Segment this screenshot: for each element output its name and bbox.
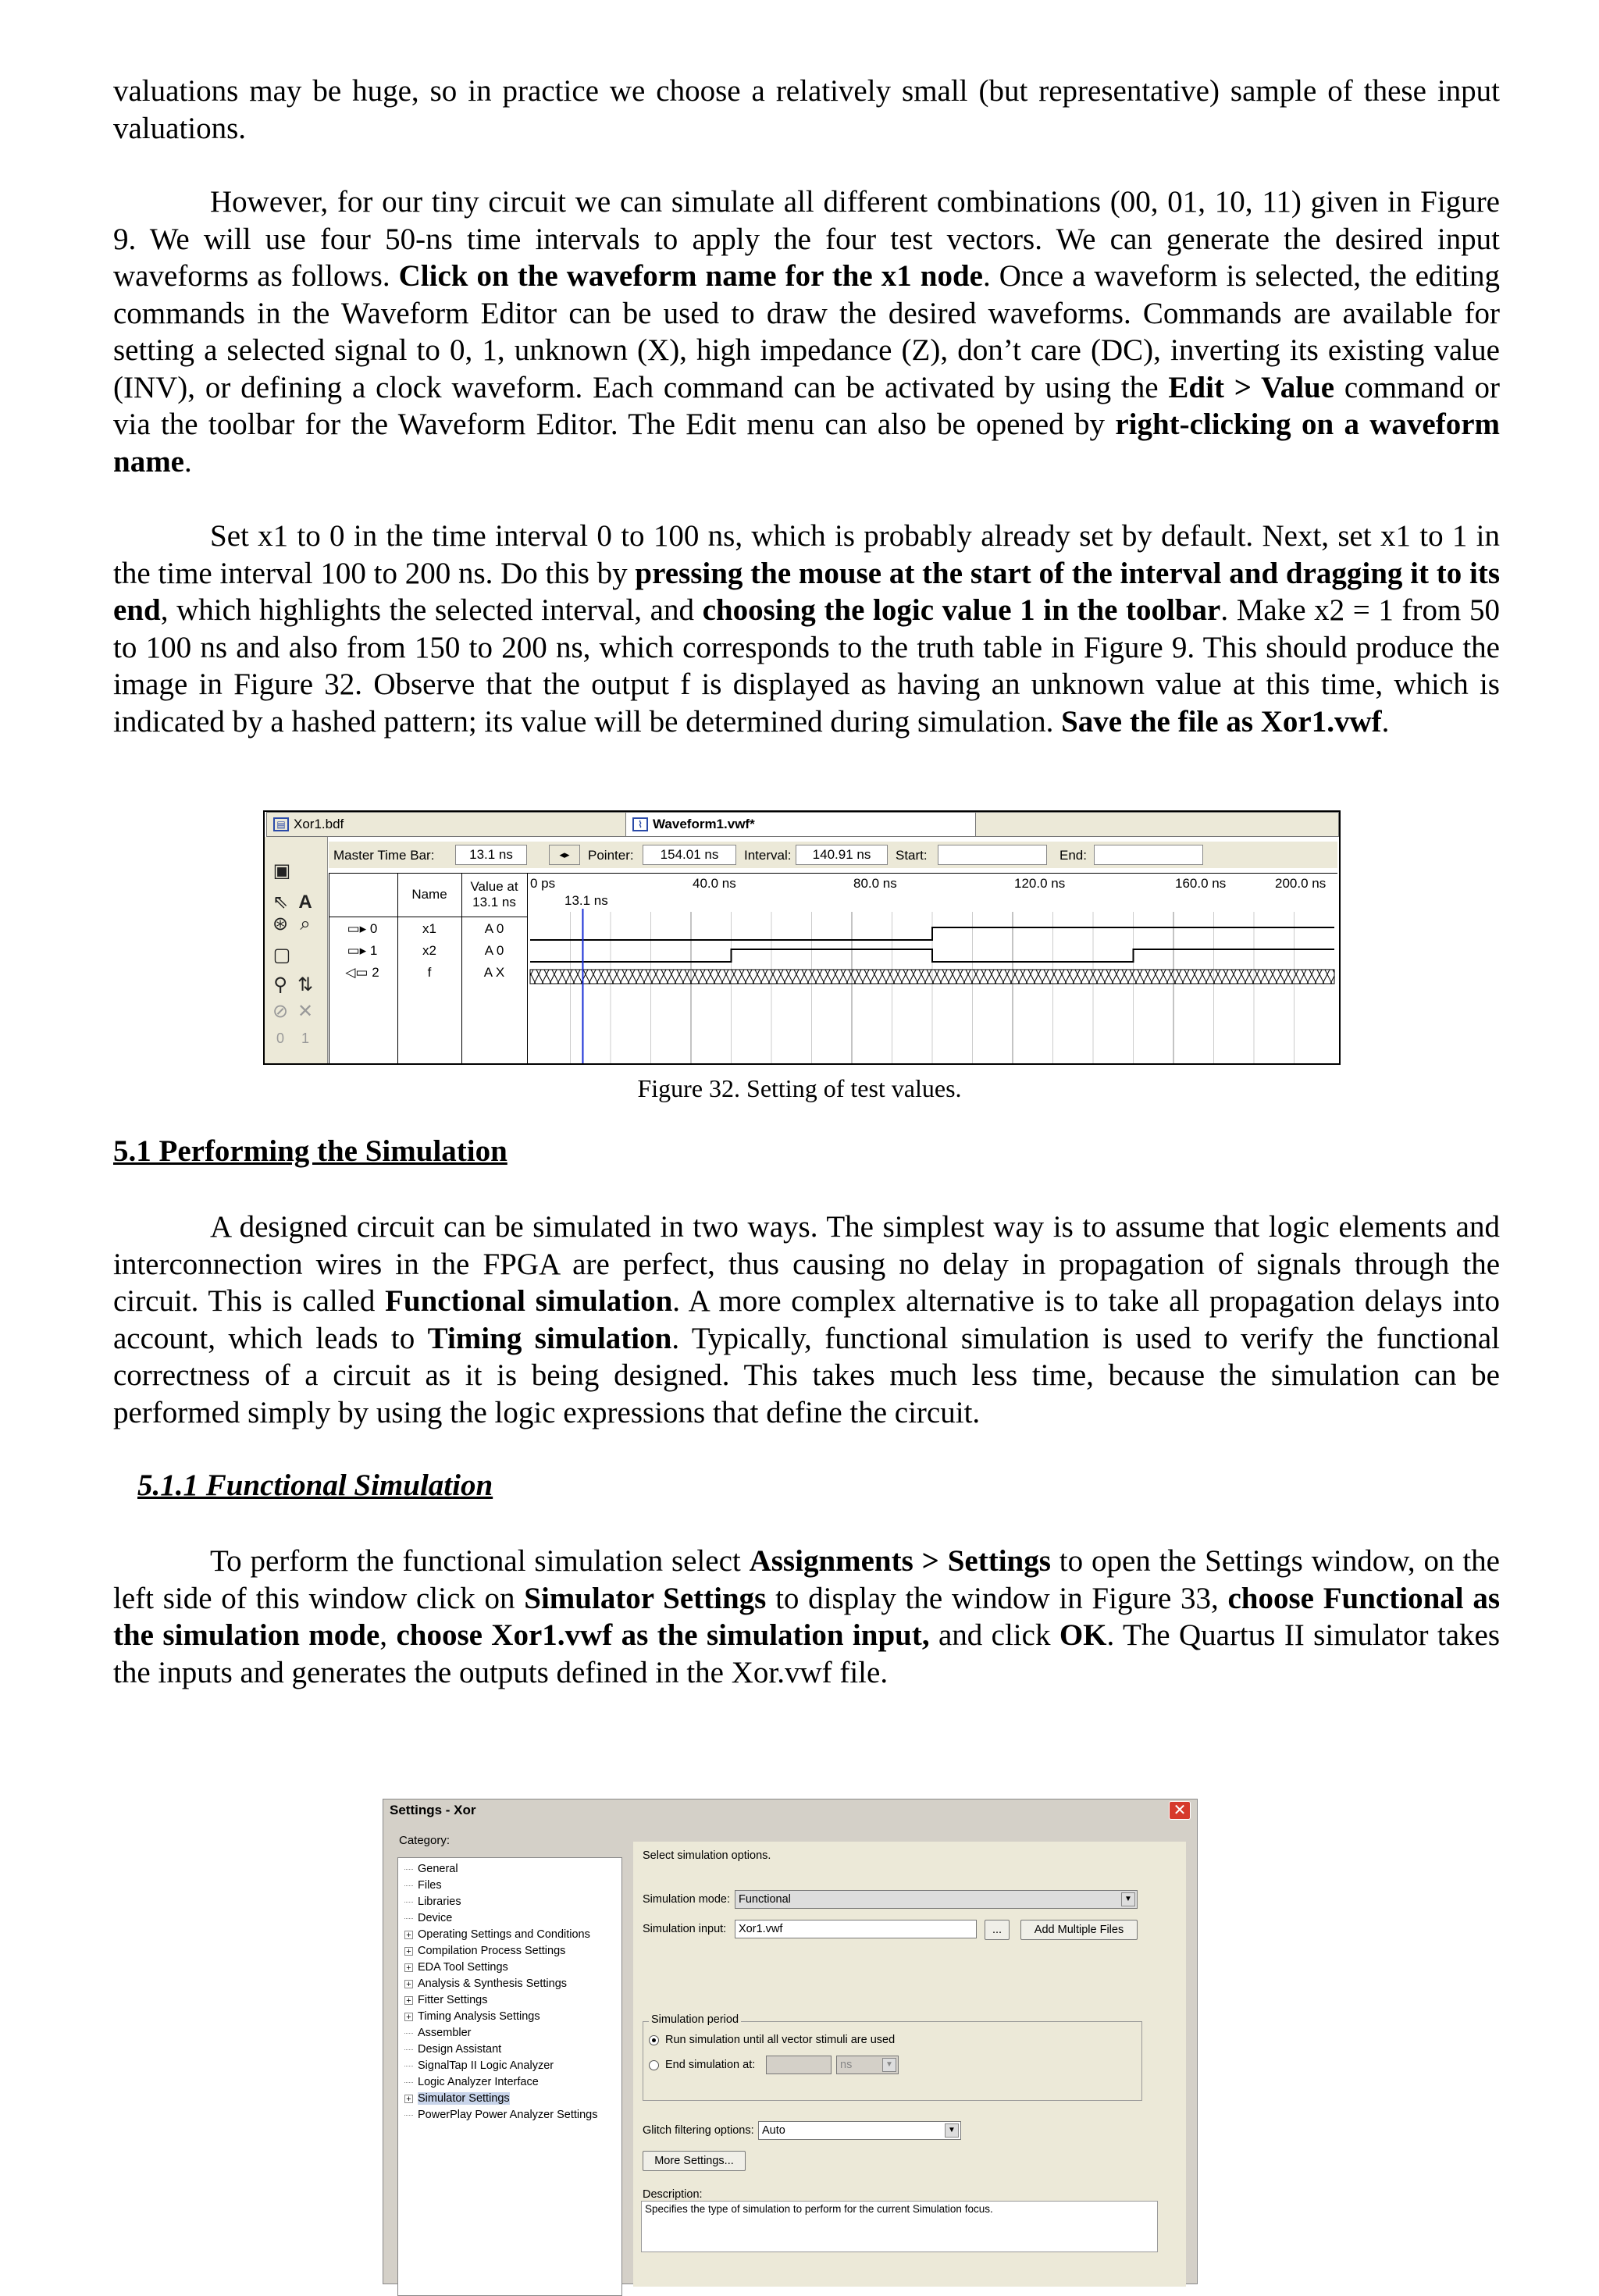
bdf-file-icon: ▤: [273, 817, 289, 831]
tree-branch-icon: [404, 1885, 413, 1886]
description-box: Specifies the type of simulation to perform for the current Simulation focus.: [641, 2201, 1158, 2252]
tree-item[interactable]: [398, 1976, 567, 1992]
tree-item[interactable]: [398, 2025, 472, 2041]
expand-icon[interactable]: +: [404, 1963, 413, 1972]
radio-run-until-stimuli[interactable]: Run simulation until all vector stimuli are used: [649, 2034, 895, 2046]
tree-item[interactable]: [398, 1992, 487, 2009]
end-label: End:: [1059, 848, 1087, 863]
find-icon[interactable]: ⚲: [273, 974, 287, 995]
select-arrow-icon[interactable]: ⇖: [272, 892, 289, 913]
section-heading-5-1: 5.1 Performing the Simulation: [113, 1134, 507, 1168]
paragraph-1: valuations may be huge, so in practice we choose a relatively small (but representative) sample of these input valuations.: [113, 74, 1500, 145]
tree-item[interactable]: [398, 1960, 508, 1976]
tree-branch-icon: [404, 2049, 413, 2050]
tree-item-label: Logic Analyzer Interface: [418, 2076, 539, 2088]
expand-icon[interactable]: +: [404, 1931, 413, 1939]
start-label: Start:: [896, 848, 928, 863]
figure-32-caption: Figure 32. Setting of test values.: [637, 1074, 962, 1102]
tree-item[interactable]: [398, 2009, 540, 2025]
paragraph-3: Set x1 to 0 in the time interval 0 to 100 ns, which is probably already set by default. Next, set x1 to 1 in the time interval 100 to 200 ns. Do this by pressing the mouse at the start of the interval and dragging it to its end, which highlights the selected interval, and choosing the logic value 1 in the toolbar. Make x2 = 1 from 50 to 100 ns and also from 150 to 200 ns, which corresponds to the truth table in Figure 9. This should produce the image in Figure 32. Observe that the output f is displayed as having an unknown value at this time, which is indicated by a hashed pattern; its value will be determined during simulation. Save the file as Xor1.vwf.: [113, 519, 1500, 739]
tree-branch-icon: [404, 2033, 413, 2034]
tree-item[interactable]: [398, 2041, 501, 2058]
expand-icon[interactable]: +: [404, 1947, 413, 1956]
unknown-value-icon[interactable]: ✕: [297, 1001, 314, 1022]
expand-icon[interactable]: +: [404, 2013, 413, 2021]
tree-item[interactable]: [398, 1927, 590, 1943]
tree-item[interactable]: [398, 2091, 510, 2107]
master-time-field[interactable]: 13.1 ns: [455, 845, 527, 865]
tree-item-label: PowerPlay Power Analyzer Settings: [418, 2109, 598, 2121]
paragraph-5: To perform the functional simulation select Assignments > Settings to open the Settings window, on the left side of this window click on Simulator Settings to display the window in Figure 33, choose Functional as the simulation mode, choose Xor1.vwf as the simulation input, and click OK. The Quartus II simulator takes the inputs and generates the outputs defined in the Xor.vwf file.: [113, 1544, 1501, 1689]
simulator-settings-panel: [633, 1842, 1186, 2287]
waveform-file-icon: ⌇: [632, 817, 648, 831]
tree-branch-icon: [404, 2115, 413, 2116]
tree-item-label: SignalTap II Logic Analyzer: [418, 2059, 554, 2072]
expand-icon[interactable]: +: [404, 2095, 413, 2103]
tree-item-label: General: [418, 1863, 458, 1875]
chevron-down-icon: ▼: [945, 2123, 959, 2138]
simulation-mode-label: Simulation mode:: [643, 1893, 731, 1906]
waveform-traces: [527, 873, 1337, 1063]
radio-end-simulation-at[interactable]: End simulation at:: [649, 2059, 755, 2071]
category-label: Category:: [399, 1834, 450, 1847]
window-icon[interactable]: ▣: [272, 860, 291, 881]
interval-field: 140.91 ns: [796, 845, 888, 865]
time-bar-nav-buttons[interactable]: ◂▸: [549, 845, 580, 865]
tree-item[interactable]: [398, 2058, 554, 2074]
force-high-icon[interactable]: 1: [301, 1031, 309, 1046]
tab-strip-empty: [975, 812, 1339, 837]
text-tool-icon[interactable]: A: [298, 892, 312, 913]
zoom-icon[interactable]: ⌕: [300, 913, 311, 934]
start-field: [938, 845, 1047, 865]
time-tick: 160.0 ns: [1175, 876, 1227, 891]
category-tree: [397, 1857, 622, 2296]
signal-name[interactable]: x2: [422, 943, 436, 958]
pointer-label: Pointer:: [588, 848, 634, 863]
interval-label: Interval:: [744, 848, 792, 863]
force-low-icon[interactable]: 0: [276, 1031, 284, 1046]
time-bar: [329, 842, 1337, 868]
end-time-unit-select[interactable]: ns ▼: [836, 2056, 899, 2074]
signal-index: ◁▭ 2: [345, 965, 379, 980]
select-options-label: Select simulation options.: [643, 1849, 771, 1862]
waveform-editor-figure: [263, 810, 1341, 1065]
chevron-down-icon: ▼: [882, 2058, 896, 2072]
tree-item[interactable]: [398, 1861, 458, 1878]
simulation-mode-select[interactable]: Functional ▼: [735, 1890, 1138, 1909]
expand-icon[interactable]: +: [404, 1996, 413, 2005]
glitch-filtering-select[interactable]: Auto ▼: [758, 2121, 961, 2140]
radio-selected-icon: [649, 2035, 659, 2045]
signal-value: A 0: [484, 921, 504, 936]
tree-branch-icon: [404, 2082, 413, 2083]
signal-name[interactable]: x1: [422, 921, 436, 936]
tree-item[interactable]: [398, 1943, 565, 1960]
add-multiple-files-button[interactable]: Add Multiple Files: [1020, 1920, 1138, 1940]
glitch-filtering-label: Glitch filtering options:: [643, 2124, 754, 2137]
time-tick: 80.0 ns: [853, 876, 897, 891]
name-column-header: Name: [411, 887, 447, 902]
tree-item-label: Timing Analysis Settings: [418, 2010, 540, 2023]
signal-value: A X: [483, 965, 505, 980]
input-pin-icon: ▭▸: [347, 921, 370, 936]
tree-item-label: Files: [418, 1879, 442, 1892]
end-field: [1094, 845, 1203, 865]
tree-item[interactable]: [398, 1894, 461, 1910]
simulation-input-field[interactable]: Xor1.vwf: [735, 1920, 977, 1938]
tree-item-label: Operating Settings and Conditions: [418, 1928, 590, 1941]
replace-icon[interactable]: ⇅: [297, 974, 314, 995]
input-pin-icon: ▭▸: [347, 943, 370, 958]
tree-item-label: Assembler: [418, 2027, 472, 2039]
browse-button[interactable]: ...: [985, 1920, 1010, 1940]
paragraph-2: However, for our tiny circuit we can simulate all different combinations (00, 01, 10, 11) given in Figure 9. We will use four 50-ns time intervals to apply the four test vectors. We can generate the desired input waveforms as follows. Click on the waveform name for the x1 node. Once a waveform is selected, the editing commands in the Waveform Editor can be used to draw the desired waveforms. Commands are available for setting a selected signal to 0, 1, unknown (X), high impedance (Z), don’t care (DC), inverting its existing value (INV), or defining a clock waveform. Each command can be activated by using the Edit > Value command or via the toolbar for the Waveform Editor. The Edit menu can also be opened by right-clicking on a waveform name.: [113, 185, 1501, 479]
expand-icon[interactable]: +: [404, 1980, 413, 1988]
description-label: Description:: [643, 2188, 703, 2201]
end-time-input[interactable]: [766, 2056, 832, 2074]
tree-item[interactable]: [398, 2107, 598, 2123]
tree-item-label: Compilation Process Settings: [418, 1945, 566, 1957]
signal-value: A 0: [484, 943, 504, 958]
tree-item-label: Device: [418, 1912, 453, 1924]
tree-item-label: Libraries: [418, 1896, 461, 1908]
f-unknown-waveform: [530, 970, 1334, 984]
dialog-title: Settings - Xor: [390, 1803, 476, 1817]
output-pin-icon: ◁▭: [345, 965, 372, 980]
settings-dialog: [383, 1799, 1198, 2284]
cursor-time-label: 13.1 ns: [564, 893, 608, 908]
simulation-input-label: Simulation input:: [643, 1923, 727, 1935]
tree-item[interactable]: [398, 1910, 452, 1927]
paragraph-4: A designed circuit can be simulated in two ways. The simplest way is to assume that logic elements and interconnection wires in the FPGA are perfect, thus causing no delay in propagation of signals through the circuit. This is called Functional simulation. A more complex alternative is to take all propagation delays into account, which leads to Timing simulation. Typically, functional simulation is used to verify the functional correctness of a circuit as it is being designed. This takes much less time, because the simulation can be performed simply by using the logic expressions that define the circuit.: [113, 1210, 1500, 1429]
waveform-toolbar: [265, 837, 328, 1063]
tree-item[interactable]: [398, 1878, 442, 1894]
close-icon[interactable]: ✕: [1169, 1801, 1191, 1820]
pointer-field: 154.01 ns: [643, 845, 736, 865]
waveform-edit-icon[interactable]: ⊛: [272, 913, 289, 934]
master-time-label: Master Time Bar:: [333, 848, 435, 863]
time-tick: 40.0 ns: [693, 876, 736, 891]
tree-item-label: Simulator Settings: [418, 2092, 510, 2105]
simulation-period-label: Simulation period: [649, 2013, 741, 2026]
signal-index: ▭▸ 1: [347, 943, 378, 958]
tree-item-label: Fitter Settings: [418, 1994, 488, 2006]
waveform-grid: [329, 873, 1337, 1063]
tree-item-label: Design Assistant: [418, 2043, 502, 2056]
tree-item-label: EDA Tool Settings: [418, 1961, 508, 1974]
signal-name[interactable]: f: [427, 965, 432, 980]
section-heading-5-1-1: 5.1.1 Functional Simulation: [137, 1468, 493, 1502]
signal-index: ▭▸ 0: [347, 921, 378, 936]
tree-branch-icon: [404, 1918, 413, 1919]
value-column-header: Value at 13.1 ns: [470, 879, 518, 910]
time-tick: 120.0 ns: [1014, 876, 1066, 891]
tab-xor1-bdf[interactable]: ▤ Xor1.bdf: [266, 812, 627, 837]
tree-item-label: Analysis & Synthesis Settings: [418, 1977, 568, 1990]
more-settings-button[interactable]: More Settings...: [643, 2151, 746, 2171]
tree-item[interactable]: [398, 2074, 539, 2091]
tree-branch-icon: [404, 1902, 413, 1903]
radio-empty-icon: [649, 2060, 659, 2070]
chevron-down-icon: ▼: [1121, 1892, 1135, 1906]
full-screen-icon[interactable]: ▢: [272, 945, 291, 966]
uninitialized-icon[interactable]: ⊘: [272, 1001, 289, 1022]
tab-waveform1-vwf[interactable]: ⌇ Waveform1.vwf*: [625, 812, 977, 837]
tree-branch-icon: [404, 1869, 413, 1870]
time-axis-start: 0 ps: [530, 876, 556, 891]
time-tick: 200.0 ns: [1275, 876, 1327, 891]
